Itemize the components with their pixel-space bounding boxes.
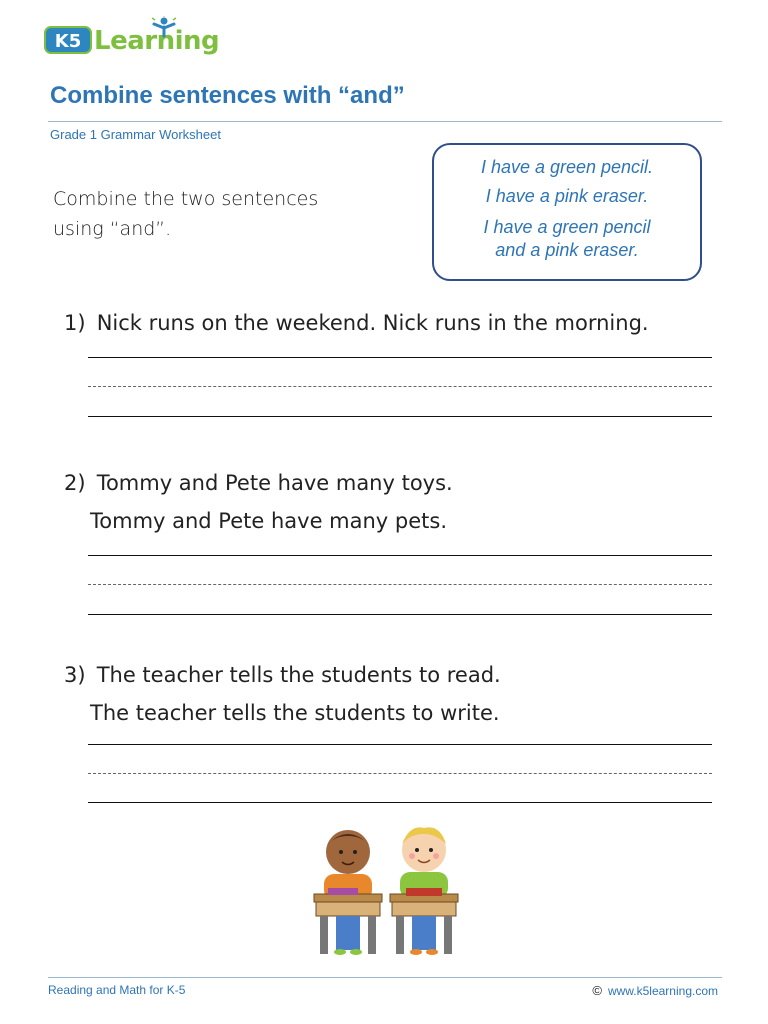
example-combined [434,216,700,262]
footer-website[interactable] [592,983,718,998]
question-number: 3) [64,663,86,687]
example-sentence-1: I have a green pencil. [480,157,654,177]
question-2 [64,464,453,540]
answer-line-top[interactable] [88,555,712,556]
answer-line-bottom[interactable] [88,614,712,615]
desks [314,888,458,955]
footer-tagline: Reading and Math for K-5 [48,983,186,997]
question-text-line-2: Tommy and Pete have many pets. [90,509,448,533]
logo-badge [44,26,92,54]
answer-line-middle[interactable] [88,386,712,387]
question-3 [64,656,501,732]
instructions-line-2: using “and”. [53,218,172,240]
students-at-desks-illustration [306,822,466,958]
question-1 [64,304,649,342]
question-text: Tommy and Pete have many toys. [96,471,453,495]
answer-line-top[interactable] [88,744,712,745]
question-number: 2) [64,471,86,495]
instructions [53,184,373,244]
student-right [400,827,448,898]
question-text-line-2: The teacher tells the students to write. [90,701,500,725]
copyright-icon: © [592,983,602,998]
answer-line-middle[interactable] [88,773,712,774]
footer-url[interactable]: www.k5learning.com [607,984,718,998]
question-text: The teacher tells the students to read. [96,663,501,687]
answer-line-bottom[interactable] [88,416,712,417]
example-sentence-2: I have a pink eraser. [485,186,649,206]
example-combined-line-2: and a pink eraser. [495,240,639,260]
example-box [432,143,702,281]
logo-figure-icon [148,16,180,38]
example-combined-line-1: I have a green pencil [483,217,651,237]
logo-badge-text: K5 [54,31,82,52]
question-number: 1) [64,311,86,335]
k5-learning-logo [44,16,220,60]
question-text: Nick runs on the weekend. Nick runs in the morning. [96,311,649,335]
page-title: Combine sentences with “and” [50,82,405,109]
answer-line-bottom[interactable] [88,802,712,803]
instructions-line-1: Combine the two sentences [53,188,319,210]
answer-line-middle[interactable] [88,584,712,585]
logo-wordmark: Learning [94,26,220,56]
worksheet-subtitle: Grade 1 Grammar Worksheet [50,127,221,142]
answer-line-top[interactable] [88,357,712,358]
footer-divider [48,977,722,978]
header-divider [48,121,722,122]
